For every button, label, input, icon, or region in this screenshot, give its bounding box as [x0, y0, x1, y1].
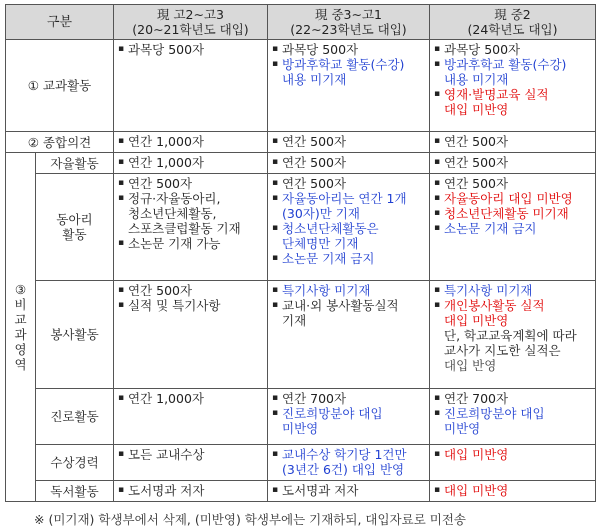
- row-subject: [6, 40, 596, 132]
- list-item: ▪ 연간 500자: [434, 134, 591, 149]
- list-item: ▪ 대입 미반영: [434, 483, 591, 498]
- row-awards: [6, 445, 596, 481]
- subject-c3: [430, 40, 596, 132]
- list-item: ▪ 과목당 500자: [272, 42, 425, 57]
- career-c1: [114, 389, 268, 445]
- list-item: (30자)만 기재: [282, 206, 360, 221]
- opinion-c3: [430, 132, 596, 153]
- list-item: 내용 미기재: [282, 72, 347, 87]
- list-item: ▪ 진로희망분야 대입: [272, 406, 425, 421]
- list-item: ▪ 소논문 기재 가능: [118, 236, 263, 251]
- header-col3: [430, 5, 596, 40]
- awards-c1: [114, 445, 268, 481]
- reading-label: 독서활동: [36, 481, 114, 502]
- row-reading: [6, 481, 596, 502]
- list-item: ▪ 특기사항 미기재: [434, 283, 591, 298]
- list-item: ▪ 과목당 500자: [118, 42, 263, 57]
- extra-area-label: [6, 153, 36, 502]
- list-item: ▪ 도서명과 저자: [118, 483, 263, 498]
- autonomy-label: 자율활동: [36, 153, 114, 174]
- list-item: ▪ 방과후학교 활동(수강): [272, 57, 425, 72]
- list-item: ▪ 연간 1,000자: [118, 155, 263, 170]
- reading-c2: [268, 481, 430, 502]
- club-label: [36, 174, 114, 281]
- list-item: 스포츠클럽활동 기재: [128, 221, 241, 236]
- opinion-c2: [268, 132, 430, 153]
- volunteer-c3: [430, 281, 596, 389]
- list-item: ▪ 자율동아리는 연간 1개: [272, 191, 425, 206]
- footnote: ※ (미기재) 학생부에서 삭제, (미반영) 학생부에는 기재하되, 대입자료로 미전송: [34, 512, 466, 527]
- subject-c1: [114, 40, 268, 132]
- extra-label-3: 과: [14, 327, 27, 342]
- list-item: ▪ 연간 500자: [118, 176, 263, 191]
- list-item: ▪ 소논문 기재 금지: [272, 251, 425, 266]
- header-row: [6, 5, 596, 40]
- list-item: 미반영: [444, 421, 481, 436]
- header-col3-line2: (24학년도 대입): [467, 22, 558, 37]
- header-col2-line1: 現 중3∼고1: [314, 7, 382, 22]
- autonomy-c3: [430, 153, 596, 174]
- list-item: ▪ 청소년단체활동 미기재: [434, 206, 591, 221]
- extra-label-5: 역: [14, 357, 27, 372]
- autonomy-c2: [268, 153, 430, 174]
- header-col1-line2: (20∼21학년도 대입): [132, 22, 249, 37]
- header-col2-line2: (22∼23학년도 대입): [290, 22, 407, 37]
- list-item: ▪ 도서명과 저자: [272, 483, 425, 498]
- club-c3: [430, 174, 596, 281]
- list-item: (3년간 6건) 대입 반영: [282, 462, 405, 477]
- list-item: 단, 학교교육계획에 따라: [444, 328, 577, 343]
- list-item: ▪ 연간 500자: [272, 155, 425, 170]
- list-item: ▪ 개인봉사활동 실적: [434, 298, 591, 313]
- header-col1: [114, 5, 268, 40]
- club-label-1: 동아리: [56, 212, 93, 227]
- header-col3-line1: 現 중2: [494, 7, 531, 22]
- list-item: ▪ 연간 500자: [434, 155, 591, 170]
- list-item: 대입 반영: [444, 358, 497, 373]
- row-opinion-label: ② 종합의견: [6, 132, 114, 153]
- list-item: ▪ 연간 700자: [272, 391, 425, 406]
- header-col2: [268, 5, 430, 40]
- header-gubun: 구분: [6, 5, 114, 40]
- list-item: 대입 미반영: [444, 102, 509, 117]
- reading-c3: [430, 481, 596, 502]
- list-item: ▪ 대입 미반영: [434, 447, 591, 462]
- row-autonomy: [6, 153, 596, 174]
- comparison-table: [5, 4, 596, 502]
- list-item: ▪ 과목당 500자: [434, 42, 591, 57]
- list-item: 단체명만 기재: [282, 236, 359, 251]
- list-item: ▪ 방과후학교 활동(수강): [434, 57, 591, 72]
- list-item: ▪ 연간 500자: [118, 283, 263, 298]
- subject-c2: [268, 40, 430, 132]
- list-item: ▪ 자율동아리 대입 미반영: [434, 191, 591, 206]
- club-c2: [268, 174, 430, 281]
- row-career: [6, 389, 596, 445]
- list-item: 기재: [282, 313, 307, 328]
- list-item: ▪ 청소년단체활동은: [272, 221, 425, 236]
- career-c2: [268, 389, 430, 445]
- career-label: 진로활동: [36, 389, 114, 445]
- row-volunteer: [6, 281, 596, 389]
- club-label-2: 활동: [62, 227, 87, 242]
- club-c1: [114, 174, 268, 281]
- volunteer-label: 봉사활동: [36, 281, 114, 389]
- reading-c1: [114, 481, 268, 502]
- row-subject-label: ① 교과활동: [6, 40, 114, 132]
- awards-label: 수상경력: [36, 445, 114, 481]
- awards-c2: [268, 445, 430, 481]
- list-item: ▪ 교내수상 학기당 1건만: [272, 447, 425, 462]
- row-opinion: [6, 132, 596, 153]
- list-item: ▪ 진로희망분야 대입: [434, 406, 591, 421]
- list-item: ▪ 연간 1,000자: [118, 134, 263, 149]
- list-item: ▪ 소논문 기재 금지: [434, 221, 591, 236]
- list-item: ▪ 연간 500자: [272, 134, 425, 149]
- list-item: 내용 미기재: [444, 72, 509, 87]
- header-col1-line1: 現 고2∼고3: [156, 7, 224, 22]
- list-item: 청소년단체활동,: [128, 206, 217, 221]
- list-item: ▪ 연간 700자: [434, 391, 591, 406]
- volunteer-c1: [114, 281, 268, 389]
- list-item: ▪ 연간 500자: [272, 176, 425, 191]
- list-item: 교사가 지도한 실적은: [444, 343, 561, 358]
- list-item: ▪ 영재·발명교육 실적: [434, 87, 591, 102]
- list-item: ▪ 연간 500자: [434, 176, 591, 191]
- list-item: ▪ 실적 및 특기사항: [118, 298, 263, 313]
- autonomy-c1: [114, 153, 268, 174]
- extra-label-1: 비: [14, 297, 27, 312]
- career-c3: [430, 389, 596, 445]
- awards-c3: [430, 445, 596, 481]
- list-item: ▪ 교내·외 봉사활동실적: [272, 298, 425, 313]
- row-club: [6, 174, 596, 281]
- opinion-c1: [114, 132, 268, 153]
- list-item: 미반영: [282, 421, 319, 436]
- list-item: ▪ 연간 1,000자: [118, 391, 263, 406]
- extra-label-2: 교: [14, 312, 27, 327]
- list-item: ▪ 특기사항 미기재: [272, 283, 425, 298]
- list-item: 대입 미반영: [444, 313, 509, 328]
- volunteer-c2: [268, 281, 430, 389]
- list-item: ▪ 정규·자율동아리,: [118, 191, 263, 206]
- extra-label-0: ③: [14, 282, 27, 297]
- extra-label-4: 영: [14, 342, 27, 357]
- list-item: ▪ 모든 교내수상: [118, 447, 263, 462]
